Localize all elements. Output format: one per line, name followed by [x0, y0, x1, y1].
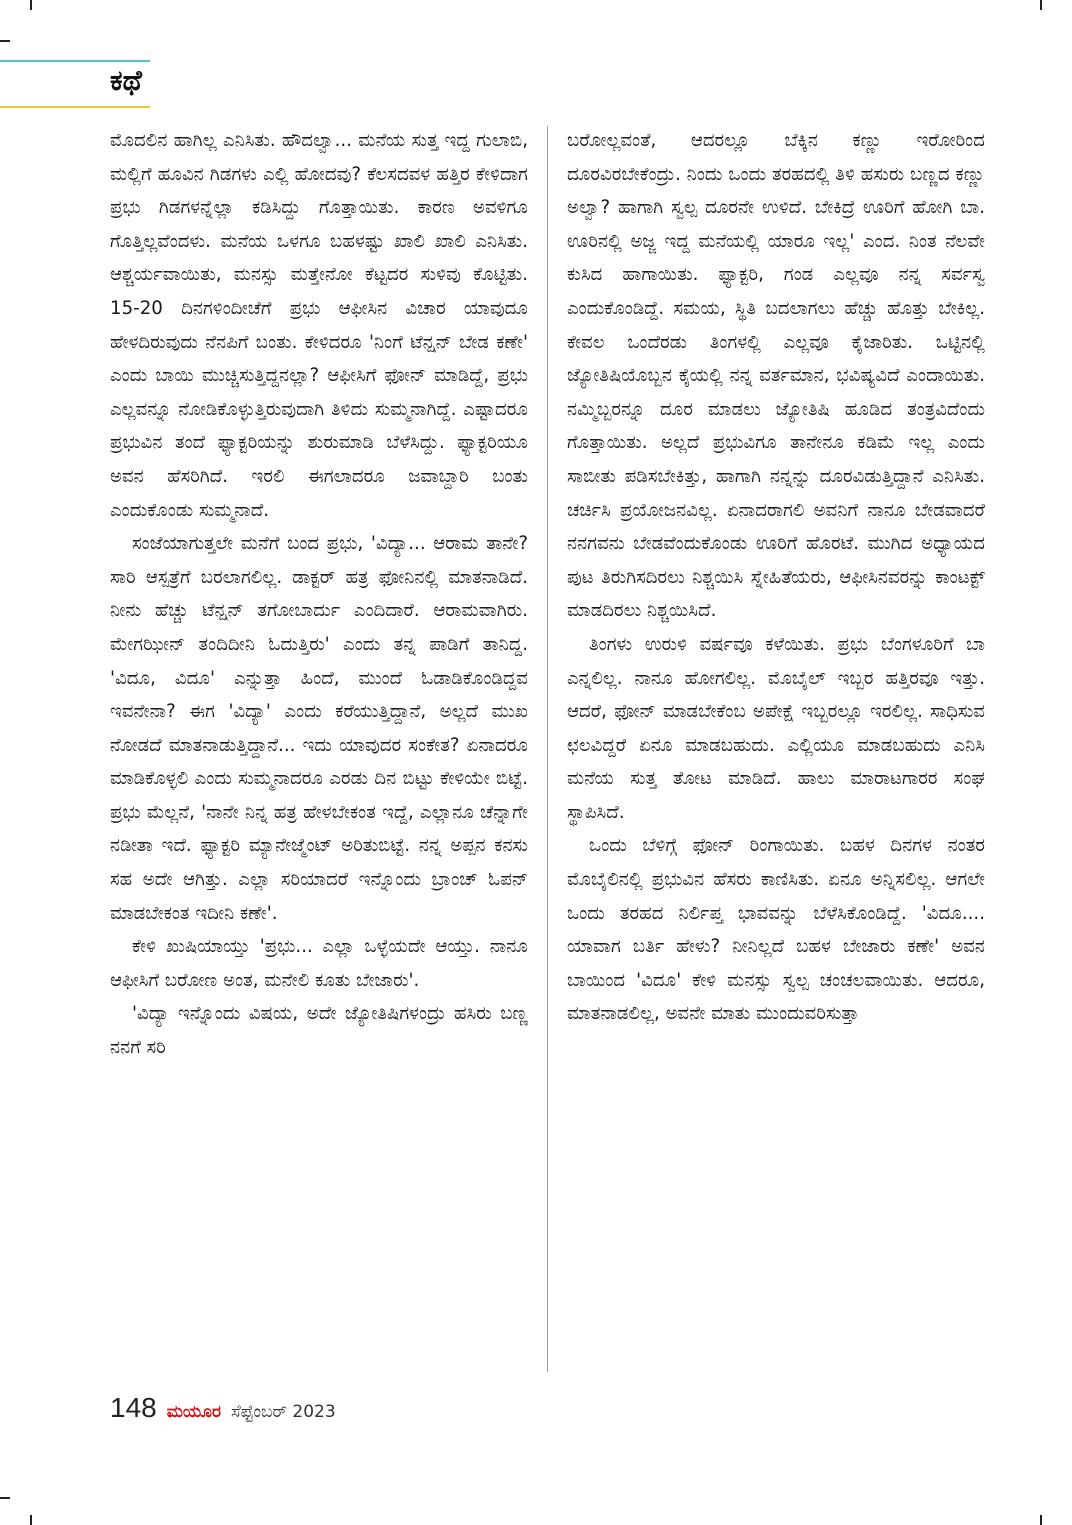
crop-mark-left-upper: [0, 40, 10, 42]
crop-mark-left-lower: [0, 1497, 10, 1499]
crop-mark-bottom-left: [30, 1515, 32, 1525]
paragraph: ಒಂದು ಬೆಳಿಗ್ಗೆ ಫೋನ್ ರಿಂಗಾಯಿತು. ಬಹಳ ದಿನಗಳ ನಂತರ ಮೊಬೈಲಿನಲ್ಲಿ ಪ್ರಭುವಿನ ಹೆಸರು ಕಾಣಿಸಿತು. ಏನೂ ಅನ್ನಿಸಲಿಲ್ಲ. ಆಗಲೇ ಒಂದು ತರಹದ ನಿರ್ಲಿಪ್ತ ಭಾವವನ್ನು ಬೆಳೆಸಿಕೊಂಡಿದ್ದೆ. 'ವಿದೂ.... ಯಾವಾಗ ಬರ್ತಿ ಹೇಳು? ನೀನಿಲ್ಲದೆ ಬಹಳ ಬೇಜಾರು ಕಣೇ' ಅವನ ಬಾಯಿಂದ 'ವಿದೂ' ಕೇಳಿ ಮನಸ್ಸು ಸ್ವಲ್ಪ ಚಂಚಲವಾಯಿತು. ಆದರೂ, ಮಾತನಾಡಲಿಲ್ಲ, ಅವನೇ ಮಾತು ಮುಂದುವರಿಸುತ್ತಾ: [567, 835, 985, 1025]
issue-date: ಸೆಪ್ಟೆಂಬರ್ 2023: [230, 1402, 336, 1422]
magazine-logo: ಮಯೂರ: [166, 1402, 221, 1422]
paragraph: ಸಂಜೆಯಾಗುತ್ತಲೇ ಮನೆಗೆ ಬಂದ ಪ್ರಭು, 'ವಿದ್ಯಾ... ಆರಾಮ ತಾನೇ? ಸಾರಿ ಆಸ್ಪತ್ರೆಗೆ ಬರಲಾಗಲಿಲ್ಲ. ಡಾಕ್ಟರ್ ಹತ್ರ ಫೋನಿನಲ್ಲಿ ಮಾತನಾಡಿದೆ. ನೀನು ಹೆಚ್ಚು ಟೆನ್ಷನ್ ತಗೋಬಾರ್ದು ಎಂದಿದಾರೆ. ಆರಾಮವಾಗಿರು. ಮೇಗಝೀನ್ ತಂದಿದೀನಿ ಓದುತ್ತಿರು' ಎಂದು ತನ್ನ ಪಾಡಿಗೆ ತಾನಿದ್ದ. 'ವಿದೂ, ವಿದೂ' ಎನ್ನುತ್ತಾ ಹಿಂದೆ, ಮುಂದೆ ಓಡಾಡಿಕೊಂಡಿದ್ದವ ಇವನೇನಾ? ಈಗ 'ವಿದ್ಯಾ' ಎಂದು ಕರೆಯುತ್ತಿದ್ದಾನೆ, ಅಲ್ಲದೆ ಮುಖ ನೋಡದೆ ಮಾತನಾಡುತ್ತಿದ್ದಾನೆ... ಇದು ಯಾವುದರ ಸಂಕೇತ? ಏನಾದರೂ ಮಾಡಿಕೊಳ್ಳಲಿ ಎಂದು ಸುಮ್ಮನಾದರೂ ಎರಡು ದಿನ ಬಿಟ್ಟು ಕೇಳಿಯೇ ಬಿಟ್ಟೆ. ಪ್ರಭು ಮೆಲ್ಲನೆ, 'ನಾನೇ ನಿನ್ನ ಹತ್ರ ಹೇಳಬೇಕಂತ ಇದ್ದೆ, ಎಲ್ಲಾನೂ ಚೆನ್ನಾಗೇ ನಡೀತಾ ಇದೆ. ಫ್ಯಾಕ್ಟರಿ ಮ್ಯಾನೇಜ್ಮೆಂಟ್ ಅರಿತುಬಿಟ್ಟೆ. ನನ್ನ ಅಪ್ಪನ ಕನಸು ಸಹ ಅದೇ ಆಗಿತ್ತು. ಎಲ್ಲಾ ಸರಿಯಾದರೆ ಇನ್ನೊಂದು ಬ್ರಾಂಚ್ ಓಪನ್ ಮಾಡಬೇಕಂತ ಇದೀನಿ ಕಣೇ'.: [110, 533, 528, 924]
crop-mark-top-right: [1040, 0, 1042, 10]
paragraph: ತಿಂಗಳು ಉರುಳಿ ವರ್ಷವೂ ಕಳೆಯಿತು. ಪ್ರಭು ಬೆಂಗಳೂರಿಗೆ ಬಾ ಎನ್ನಲಿಲ್ಲ. ನಾನೂ ಹೋಗಲಿಲ್ಲ. ಮೊಬೈಲ್ ಇಬ್ಬರ ಹತ್ತಿರವೂ ಇತ್ತು. ಆದರೆ, ಫೋನ್ ಮಾಡಬೇಕೆಂಬ ಅಪೇಕ್ಷೆ ಇಬ್ಬರಲ್ಲೂ ಇರಲಿಲ್ಲ. ಸಾಧಿಸುವ ಛಲವಿದ್ದರೆ ಏನೂ ಮಾಡಬಹುದು. ಎಲ್ಲಿಯೂ ಮಾಡಬಹುದು ಎನಿಸಿ ಮನೆಯ ಸುತ್ತ ತೋಟ ಮಾಡಿದೆ. ಹಾಲು ಮಾರಾಟಗಾರರ ಸಂಘ ಸ್ಥಾಪಿಸಿದೆ.: [567, 633, 985, 823]
paragraph: ಕೇಳಿ ಖುಷಿಯಾಯ್ತು 'ಪ್ರಭು... ಎಲ್ಲಾ ಒಳ್ಳೆಯದೇ ಆಯ್ತು. ನಾನೂ ಆಫೀಸಿಗೆ ಬರೋಣ ಅಂತ, ಮನೇಲಿ ಕೂತು ಬೇಜಾರು'.: [110, 936, 528, 991]
right-column: [567, 124, 985, 1031]
section-rule-teal: [0, 60, 150, 62]
crop-mark-top-left: [30, 0, 32, 10]
left-column: [110, 124, 528, 1065]
paragraph: ಬರೋಲ್ಲವಂತೆ, ಆದರಲ್ಲೂ ಬೆಕ್ಕಿನ ಕಣ್ಣು ಇರೋರಿಂದ ದೂರವಿರಬೇಕೆಂದ್ರು. ನಿಂದು ಒಂದು ತರಹದಲ್ಲಿ ತಿಳಿ ಹಸುರು ಬಣ್ಣದ ಕಣ್ಣು ಅಲ್ವಾ? ಹಾಗಾಗಿ ಸ್ವಲ್ಪ ದೂರನೇ ಉಳಿದೆ. ಬೇಕಿದ್ರೆ ಊರಿಗೆ ಹೋಗಿ ಬಾ. ಊರಿನಲ್ಲಿ ಅಜ್ಜ ಇದ್ದ ಮನೆಯಲ್ಲಿ ಯಾರೂ ಇಲ್ಲ' ಎಂದ. ನಿಂತ ನೆಲವೇ ಕುಸಿದ ಹಾಗಾಯಿತು. ಫ್ಯಾಕ್ಟರಿ, ಗಂಡ ಎಲ್ಲವೂ ನನ್ನ ಸರ್ವಸ್ವ ಎಂದುಕೊಂಡಿದ್ದೆ. ಸಮಯ, ಸ್ಥಿತಿ ಬದಲಾಗಲು ಹೆಚ್ಚು ಹೊತ್ತು ಬೇಕಿಲ್ಲ. ಕೇವಲ ಒಂದೆರಡು ತಿಂಗಳಲ್ಲಿ ಎಲ್ಲವೂ ಕೈಜಾರಿತು. ಒಟ್ಟಿನಲ್ಲಿ ಜ್ಯೋತಿಷಿಯೊಬ್ಬನ ಕೈಯಲ್ಲಿ ನನ್ನ ವರ್ತಮಾನ, ಭವಿಷ್ಯವಿದೆ ಎಂದಾಯಿತು. ನಮ್ಮಿಬ್ಬರನ್ನೂ ದೂರ ಮಾಡಲು ಜ್ಯೋತಿಷಿ ಹೂಡಿದ ತಂತ್ರವಿದೆಂದು ಗೊತ್ತಾಯಿತು. ಅಲ್ಲದೆ ಪ್ರಭುವಿಗೂ ತಾನೇನೂ ಕಡಿಮೆ ಇಲ್ಲ ಎಂದು ಸಾಬೀತು ಪಡಿಸಬೇಕಿತ್ತು, ಹಾಗಾಗಿ ನನ್ನನ್ನು ದೂರವಿಡುತ್ತಿದ್ದಾನೆ ಎನಿಸಿತು. ಚರ್ಚಿಸಿ ಪ್ರಯೋಜನವಿಲ್ಲ. ಏನಾದರಾಗಲಿ ಅವನಿಗೆ ನಾನೂ ಬೇಡವಾದರೆ ನನಗವನು ಬೇಡವೆಂದುಕೊಂಡು ಊರಿಗೆ ಹೊರಟೆ. ಮುಗಿದ ಅಧ್ಯಾಯದ ಪುಟ ತಿರುಗಿಸದಿರಲು ನಿಶ್ಚಯಿಸಿ ಸ್ನೇಹಿತೆಯರು, ಆಫೀಸಿನವರನ್ನು ಕಾಂಟಕ್ಟ್ ಮಾಡದಿರಲು ನಿಶ್ಚಯಿಸಿದೆ.: [567, 130, 985, 622]
paragraph: 'ವಿದ್ಯಾ ಇನ್ನೊಂದು ವಿಷಯ, ಅದೇ ಜ್ಯೋತಿಷಿಗಳಂದ್ರು ಹಸಿರು ಬಣ್ಣ ನನಗೆ ಸರಿ: [110, 1003, 528, 1059]
page-footer: [110, 1392, 336, 1424]
crop-mark-bottom-right: [1040, 1515, 1042, 1525]
column-divider: [547, 126, 548, 1372]
section-rule-gold: [0, 106, 150, 108]
paragraph: ಮೊದಲಿನ ಹಾಗಿಲ್ಲ ಎನಿಸಿತು. ಹೌದಲ್ವಾ... ಮನೆಯ ಸುತ್ತ ಇದ್ದ ಗುಲಾಬಿ, ಮಲ್ಲಿಗೆ ಹೂವಿನ ಗಿಡಗಳು ಎಲ್ಲಿ ಹೋದವು? ಕೆಲಸದವಳ ಹತ್ತಿರ ಕೇಳಿದಾಗ ಪ್ರಭು ಗಿಡಗಳನ್ನೆಲ್ಲಾ ಕಡಿಸಿದ್ದು ಗೊತ್ತಾಯಿತು. ಕಾರಣ ಅವಳಿಗೂ ಗೊತ್ತಿಲ್ಲವೆಂದಳು. ಮನೆಯ ಒಳಗೂ ಬಹಳಷ್ಟು ಖಾಲಿ ಖಾಲಿ ಎನಿಸಿತು. ಆಶ್ಚರ್ಯವಾಯಿತು, ಮನಸ್ಸು ಮತ್ತೇನೋ ಕೆಟ್ಟದರ ಸುಳಿವು ಕೊಟ್ಟಿತು. 15-20 ದಿನಗಳಿಂದೀಚೆಗೆ ಪ್ರಭು ಆಫೀಸಿನ ವಿಚಾರ ಯಾವುದೂ ಹೇಳದಿರುವುದು ನೆನಪಿಗೆ ಬಂತು. ಕೇಳಿದರೂ 'ನಿಂಗೆ ಟೆನ್ಷನ್ ಬೇಡ ಕಣೇ' ಎಂದು ಬಾಯಿ ಮುಚ್ಚಿಸುತ್ತಿದ್ದನಲ್ಲಾ? ಆಫೀಸಿಗೆ ಫೋನ್ ಮಾಡಿದ್ದೆ, ಪ್ರಭು ಎಲ್ಲವನ್ನೂ ನೋಡಿಕೊಳ್ಳುತ್ತಿರುವುದಾಗಿ ತಿಳಿದು ಸುಮ್ಮನಾಗಿದ್ದೆ. ಎಷ್ಟಾದರೂ ಪ್ರಭುವಿನ ತಂದೆ ಫ್ಯಾಕ್ಟರಿಯನ್ನು ಶುರುಮಾಡಿ ಬೆಳೆಸಿದ್ದು. ಫ್ಯಾಕ್ಟರಿಯೂ ಅವನ ಹೆಸರಿಗಿದೆ. ಇರಲಿ ಈಗಲಾದರೂ ಜವಾಬ್ದಾರಿ ಬಂತು ಎಂದುಕೊಂಡು ಸುಮ್ಮನಾದೆ.: [110, 130, 528, 521]
section-label: ಕಥೆ: [110, 64, 142, 97]
page-number: 148: [110, 1392, 157, 1423]
